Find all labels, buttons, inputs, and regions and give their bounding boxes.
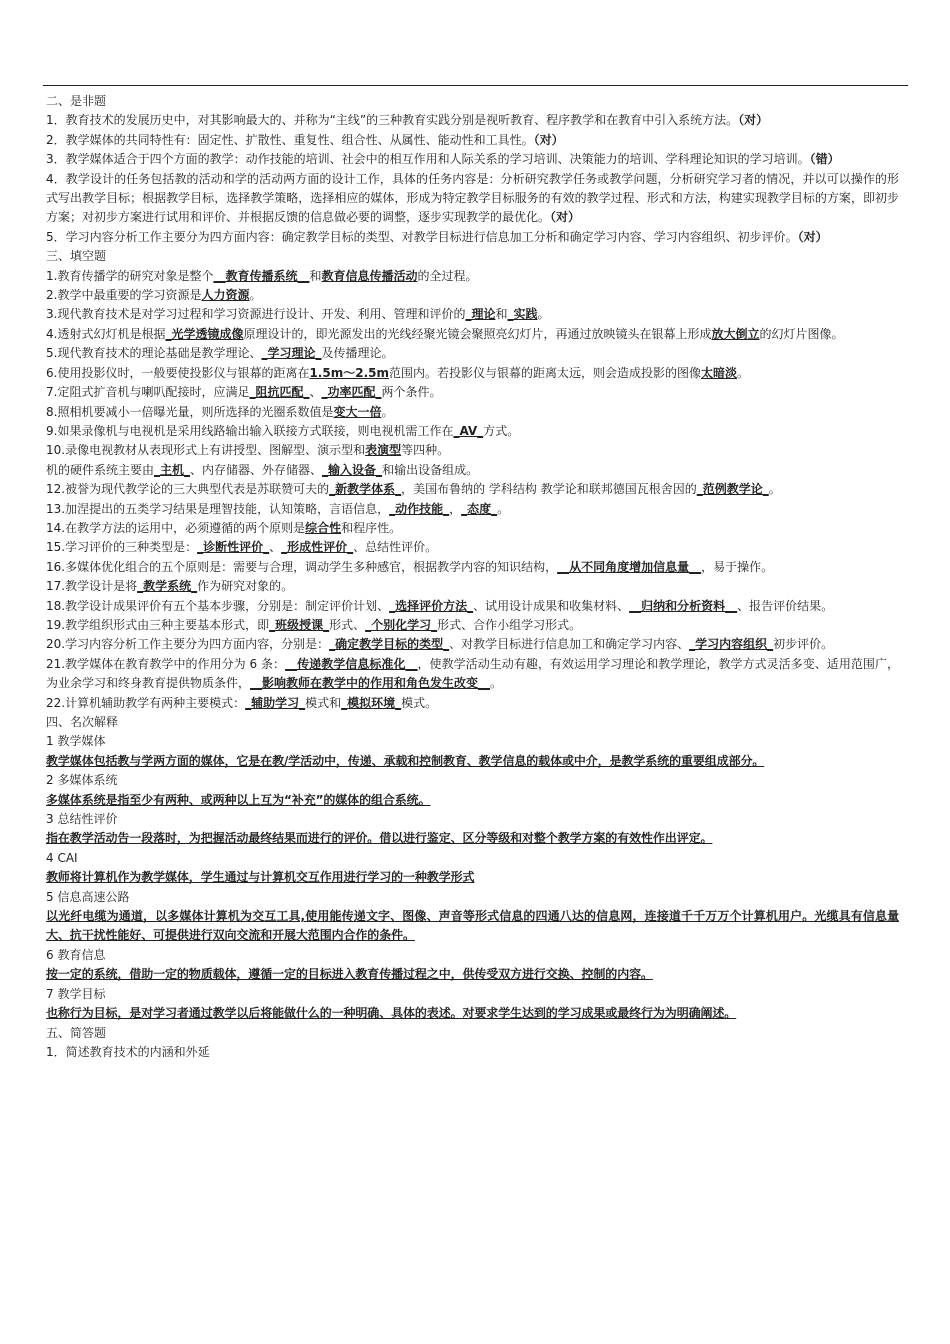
fill-item-5 [46,344,899,363]
fill-item-4 [46,325,899,344]
fill-text: 和 [309,268,322,283]
term-definition: 教学媒体包括教与学两方面的媒体，它是在教/学活动中，传递、承载和控制教育、教学信息的载体或中介，是教学系统的重要组成部分。 [46,753,765,768]
term-definition: 教师将计算机作为教学媒体，学生通过与计算机交互作用进行学习的一种教学形式 [46,870,475,885]
fill-text: 、试用设计成果和收集材料、 [473,598,630,613]
fill-text: 4.透射式幻灯机是根据 [46,326,166,341]
fill-text: 18.教学设计成果评价有五个基本步骤，分别是：制定评价计划、 [46,598,390,613]
fill-answer: _AV_ [453,423,484,438]
term-title: 5 信息高速公路 [46,889,130,904]
question-text: 3．教学媒体适合于四个方面的教学：动作技能的培训、社会中的相互作用和人际关系的学习培训、决策能力的培训、学科理论知识的学习培训。 [46,152,810,167]
fill-text: 。 [737,365,750,380]
fill-item-11 [46,461,899,480]
short-answer-question-1: 1．简述教育技术的内涵和外延 [46,1044,210,1059]
answer-mark: （对） [533,132,564,147]
term-title: 3 总结性评价 [46,812,118,827]
fill-item-18 [46,597,899,616]
fill-answer: _态度_ [461,501,498,516]
term-title: 1 教学媒体 [46,734,106,749]
fill-answer: _理论 [465,307,496,322]
tf-question-1 [46,111,899,130]
fill-text: 。 [381,404,394,419]
section-heading-true-false: 二、是非题 [46,94,107,108]
fill-text: 和输出设备组成。 [382,462,479,477]
fill-answer: _学习内容组织_ [689,637,774,652]
fill-answer: __教育传播系统__ [213,268,310,283]
term-definition: 多媒体系统是指至少有两种、或两种以上互为“补充”的媒体的组合系统。 [46,792,431,807]
fill-text: 初步评价。 [773,637,834,652]
tf-question-3 [46,150,899,169]
term-definition: 以光纤电缆为通道，以多媒体计算机为交互工具,使用能传递文字、图像、声音等形式信息的四通八达的信息网，连接道千千万万个计算机用户。光缆具有信息量大、抗干扰性能好、可提供进行双向交流和开展大范围内合作的条件。 [46,909,899,943]
fill-text: 。 [249,288,262,303]
fill-answer: _学习理论_ [261,346,322,361]
term-title: 2 多媒体系统 [46,773,118,788]
fill-answer: 太暗淡 [701,365,738,380]
term-definition: 按一定的系统，借助一定的物质载体，遵循一定的目标进入教育传播过程之中，供传受双方进行交换、控制的内容。 [46,967,653,982]
question-text: 5．学习内容分析工作主要分为四方面内容：确定教学目标的类型、对教学目标进行信息加工分析和确定学习内容、学习内容组织、初步评价。 [46,229,798,244]
fill-text: 6.使用投影仪时，一般要使投影仪与银幕的距离在 [46,365,310,380]
fill-answer: _阻抗匹配_ [249,385,310,400]
fill-text: 及传播理论。 [321,346,394,361]
document-body [46,92,899,1062]
fill-answer: __归纳和分析资料__ [629,598,738,613]
fill-text: 15.学习评价的三种类型是： [46,540,198,555]
tf-question-2 [46,131,899,150]
fill-item-3 [46,305,899,324]
fill-text: 形式、 [329,617,366,632]
question-text: 2．教学媒体的共同特性有：固定性、扩散性、重复性、组合性、从属性、能动性和工具性。 [46,132,534,147]
fill-text: 和程序性。 [341,520,402,535]
fill-text: 。 [497,501,510,516]
fill-text: 。 [537,307,550,322]
fill-answer: _光学透镜成像 [165,326,244,341]
fill-text: ，使教学活动生动有趣，有效运用学习理论和教学理论，教学方式灵活多变、适用范围广，为业余学习和终身教育提供物质条件， [46,656,899,691]
fill-text: 19.教学组织形式由三种主要基本形式，即 [46,617,270,632]
term-title: 4 CAI [46,850,78,865]
fill-text: 10.录像电视教材从表现形式上有讲授型、图解型、演示型和 [46,443,366,458]
fill-item-12 [46,480,899,499]
fill-text: 范围内。若投影仪与银幕的距离太远，则会造成投影的图像 [388,365,701,380]
answer-mark: （错） [809,152,840,167]
fill-text: 13.加涅提出的五类学习结果是理智技能，认知策略，言语信息， [46,501,390,516]
section-heading-fill-blank: 三、填空题 [46,249,107,264]
fill-answer: _确定教学目标的类型_ [329,637,450,652]
fill-text: 机的硬件系统主要由 [46,462,155,477]
fill-text: 9.如果录像机与电视机是采用线路输出输入联接方式联接，则电视机需工作在 [46,423,454,438]
fill-answer: _动作技能_ [389,501,450,516]
fill-item-20 [46,635,899,654]
fill-answer: 教育信息传播活动 [321,268,418,283]
answer-mark: （对） [738,113,769,128]
fill-text: 3.现代教育技术是对学习过程和学习资源进行设计、开发、利用、管理和评价的 [46,307,466,322]
fill-item-1 [46,267,899,286]
section-heading-definitions: 四、名次解释 [46,715,119,729]
term-definition: 也称行为目标，是对学习者通过教学以后将能做什么的一种明确、具体的表述。对要求学生达到的学习成果或最终行为为明确阐述。 [46,1006,737,1021]
fill-text: 的幻灯片图像。 [759,326,844,341]
fill-item-6 [46,364,899,383]
fill-text: 两个条件。 [381,385,442,400]
fill-item-10 [46,441,899,460]
fill-text: 14.在教学方法的运用中，必须遵循的两个原则是 [46,520,306,535]
fill-text: 等四种。 [401,443,450,458]
fill-answer: _辅助学习_ [245,695,306,710]
fill-item-9 [46,422,899,441]
question-text: 4．教学设计的任务包括教的活动和学的活动两方面的设计工作，具体的任务内容是：分析研究教学任务或教学问题，分析研究学习者的情况，并以可以操作的形式写出教学目标；根据教学目标，选择教学策略，选择相应的媒体，形成为特定教学目标服务的有效的教学过程、形式和方法，构建实现教学目标的方案，即初步方案；对初步方案进行试用和评价、并根据反馈的信息做必要的调整，逐步实现教学的最优化。 [46,171,899,225]
answer-mark: （对） [797,229,828,244]
fill-item-7 [46,383,899,402]
fill-answer: 人力资源 [201,288,250,303]
fill-text: 17.教学设计是将 [46,579,138,594]
fill-text: 22.计算机辅助教学有两种主要模式： [46,695,246,710]
fill-answer: 表演型 [365,443,402,458]
question-text: 1．教育技术的发展历史中，对其影响最大的、并称为“主线”的三种教育实践分别是视听教育、程序教学和在教育中引入系统方法。 [46,113,739,128]
fill-answer: _主机_ [154,462,191,477]
fill-answer: _个别化学习_ [365,617,438,632]
fill-text: 模式和 [305,695,342,710]
fill-answer: _输入设备_ [322,462,383,477]
fill-text: 方式。 [483,423,520,438]
fill-text: 模式。 [401,695,438,710]
fill-item-17 [46,577,899,596]
fill-text: 的全过程。 [417,268,478,283]
fill-answer: _班级授课_ [269,617,330,632]
fill-text: 8.照相机要减小一倍曝光量，则所选择的光圈系数值是 [46,404,334,419]
fill-text: 16.多媒体优化组合的五个原则是：需要与合理，调动学生多种感官，根据教学内容的知识结构， [46,559,558,574]
answer-mark: （对） [550,210,581,225]
fill-item-8 [46,403,899,422]
fill-answer: _形成性评价_ [281,540,354,555]
fill-answer: __传递教学信息标准化__ [285,656,418,671]
fill-item-15 [46,538,899,557]
fill-text: 、报告评价结果。 [737,598,834,613]
fill-text: ，易于操作。 [701,559,774,574]
term-definition: 指在教学活动告一段落时，为把握活动最终结果而进行的评价。借以进行鉴定、区分等级和对整个教学方案的有效性作出评定。 [46,831,713,846]
fill-text: 7.定阻式扩音机与喇叭配接时，应满足 [46,385,250,400]
fill-text: 2.教学中最重要的学习资源是 [46,288,202,303]
fill-answer: _功率匹配_ [321,385,382,400]
fill-text: 、内存储器、外存储器、 [190,462,323,477]
section-heading-short-answer: 五、简答题 [46,1025,107,1040]
fill-answer: __从不同角度增加信息量__ [557,559,702,574]
fill-item-14 [46,519,899,538]
fill-text: 5.现代教育技术的理论基础是教学理论、 [46,346,262,361]
tf-question-4 [46,170,899,228]
fill-text: 12.被誉为现代教学论的三大典型代表是苏联赞可夫的 [46,482,330,497]
fill-answer: _范例教学论_ [696,482,769,497]
fill-answer: 变大一倍 [333,404,382,419]
fill-text: ，美国布鲁纳的 学科结构 教学论和联邦德国瓦根舍因的 [401,482,697,497]
fill-text: 21.教学媒体在教育教学中的作用分为 6 条： [46,656,286,671]
term-title: 6 教育信息 [46,947,106,962]
fill-text: 20.学习内容分析工作主要分为四方面内容，分别是： [46,637,330,652]
top-rule [43,85,908,86]
fill-answer: _实践 [507,307,538,322]
fill-answer: _新教学体系_ [329,482,402,497]
fill-answer: _诊断性评价_ [197,540,270,555]
fill-item-19 [46,616,899,635]
fill-text: 、对教学目标进行信息加工和确定学习内容、 [449,637,690,652]
fill-text: 、总结性评价。 [353,540,438,555]
fill-answer: 放大倒立 [711,326,760,341]
fill-text: 形式、合作小组学习形式。 [437,617,582,632]
tf-question-5 [46,228,899,247]
fill-text: 。 [490,676,503,691]
fill-text: 和 [495,307,508,322]
fill-item-21 [46,655,899,694]
fill-text: 。 [768,482,781,497]
fill-answer: _教学系统_ [137,579,198,594]
fill-answer: 综合性 [305,520,342,535]
fill-text: 、 [309,385,322,400]
fill-item-13 [46,500,899,519]
term-title: 7 教学目标 [46,986,106,1001]
fill-answer: _模拟环境_ [341,695,402,710]
fill-text: 、 [269,540,282,555]
fill-text: 1.教育传播学的研究对象是整个 [46,268,214,283]
fill-answer: __影响教师在教学中的作用和角色发生改变__ [250,676,491,691]
fill-item-16 [46,558,899,577]
fill-answer: _选择评价方法_ [389,598,474,613]
fill-text: ， [449,501,462,516]
fill-text: 原理设计的，即光源发出的光线经聚光镜会聚照亮幻灯片，再通过放映镜头在银幕上形成 [243,326,712,341]
fill-item-2 [46,286,899,305]
fill-text: 作为研究对象的。 [197,579,294,594]
fill-item-22 [46,694,899,713]
fill-answer: 1.5m～2.5m [309,365,389,380]
